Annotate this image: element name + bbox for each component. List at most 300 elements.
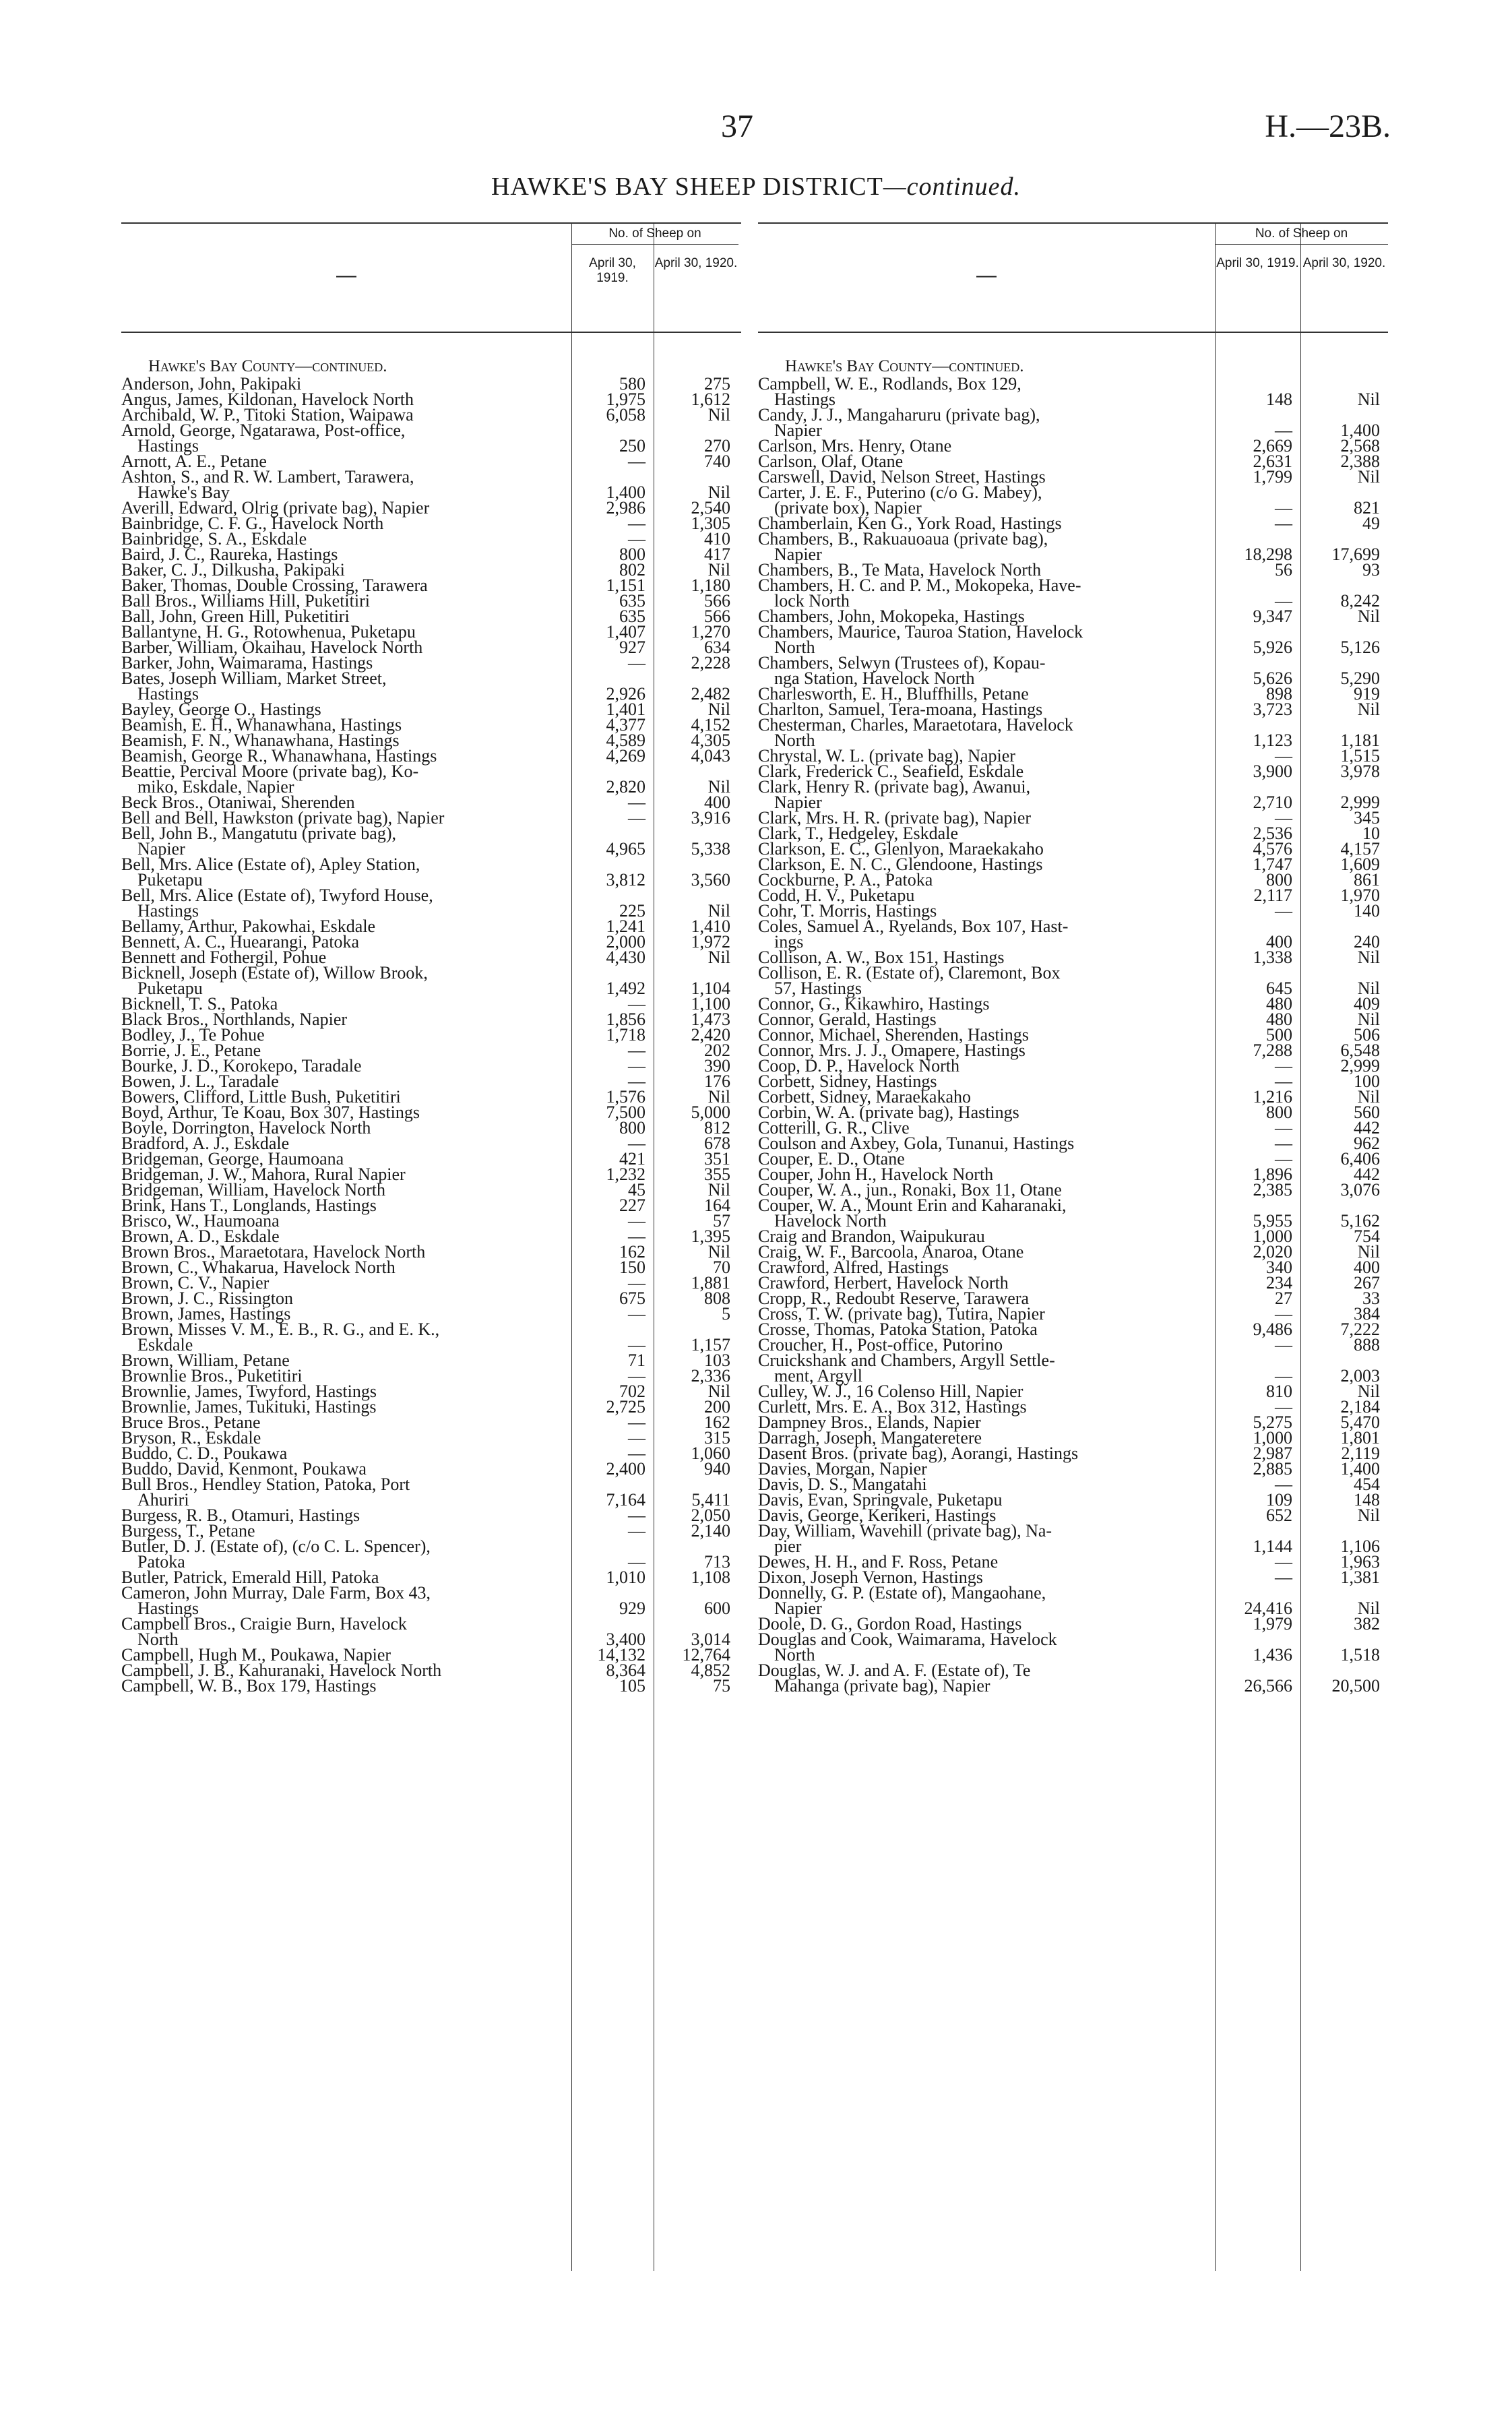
sheep-1920: 57 [713, 1211, 730, 1231]
sheep-1920: Nil [1357, 467, 1380, 487]
sheep-1920: 2,999 [1340, 1056, 1380, 1076]
sheep-1920: 384 [1354, 1304, 1380, 1324]
holder-name: Buddo, C. D., Poukawa [121, 1444, 288, 1463]
header-dash: — [976, 264, 997, 286]
sheep-1919: — [1275, 1304, 1292, 1324]
sheep-1920: 1,157 [691, 1335, 730, 1355]
sheep-1920: 808 [704, 1289, 730, 1308]
holder-name: Clarkson, E. N. C., Glendoone, Hastings [758, 855, 1043, 874]
sheep-1920: 345 [1354, 808, 1380, 828]
sheep-1920: 409 [1354, 994, 1380, 1014]
sheep-1920: 812 [704, 1118, 730, 1138]
sheep-1919: 2,020 [1253, 1242, 1292, 1262]
holder-name: Arnold, George, Ngatarawa, Post-office, Hastings [121, 421, 406, 456]
table-row [758, 407, 1388, 438]
sheep-1919: 2,885 [1253, 1459, 1292, 1479]
sheep-1919: 1,232 [606, 1165, 645, 1184]
sheep-1919: — [1275, 591, 1292, 611]
sheep-1919: 162 [619, 1242, 645, 1262]
sheep-1919: 675 [619, 1289, 645, 1308]
holder-name: Bates, Joseph William, Market Street, Hastings [121, 669, 387, 704]
sheep-1919: 45 [628, 1180, 645, 1200]
sheep-1919: 3,723 [1253, 700, 1292, 719]
table-row [121, 469, 741, 500]
sheep-1919: — [1275, 514, 1292, 533]
sheep-1920: 1,104 [691, 979, 730, 998]
holder-name: Bridgeman, George, Haumoana [121, 1149, 344, 1169]
sheep-1920: 861 [1354, 870, 1380, 890]
sheep-1919: 400 [1266, 932, 1292, 952]
sheep-1919: — [1275, 1072, 1292, 1091]
document-reference: H.—23B. [1265, 108, 1391, 144]
sheep-1920: 1,515 [1340, 746, 1380, 766]
sheep-1920: 176 [704, 1072, 730, 1091]
sheep-1919: — [1275, 1056, 1292, 1076]
sheep-1920: 4,043 [691, 746, 730, 766]
sheep-1920: 4,157 [1340, 839, 1380, 859]
sheep-1920: 1,963 [1340, 1552, 1380, 1572]
table-row [758, 485, 1388, 516]
sheep-1919: 421 [619, 1149, 645, 1169]
sheep-1920: 162 [704, 1413, 730, 1432]
holder-name: Corbin, W. A. (private bag), Hastings [758, 1103, 1019, 1122]
sheep-1919: 4,377 [606, 715, 645, 735]
holder-name: Charlesworth, E. H., Bluffhills, Petane [758, 684, 1029, 704]
table-row [121, 671, 741, 702]
sheep-1919: 5,926 [1253, 638, 1292, 657]
holder-name: Chambers, B., Te Mata, Havelock North [758, 560, 1042, 580]
sheep-1919: — [1275, 1134, 1292, 1153]
sheep-1920: 4,305 [691, 731, 730, 750]
holder-name: Barber, William, Okaihau, Havelock North [121, 638, 423, 657]
holder-name: Borrie, J. E., Petane [121, 1041, 261, 1060]
table-row [121, 1616, 741, 1647]
sheep-1919: 635 [619, 591, 645, 611]
sheep-1920: Nil [1357, 1087, 1380, 1107]
sheep-1919: — [628, 514, 645, 533]
sheep-1920: 4,852 [691, 1661, 730, 1680]
sheep-1919: 7,500 [606, 1103, 645, 1122]
sheep-1920: 148 [1354, 1490, 1380, 1510]
holder-name: Butler, Patrick, Emerald Hill, Patoka [121, 1568, 379, 1587]
table-row [758, 624, 1388, 655]
sheep-1919: 6,058 [606, 405, 645, 425]
sheep-1919: 2,710 [1253, 793, 1292, 812]
table-row [121, 857, 741, 888]
sheep-1920: Nil [1357, 1506, 1380, 1525]
sheep-1920: 267 [1354, 1273, 1380, 1293]
sheep-1919: 1,151 [606, 576, 645, 595]
sheep-1920: 678 [704, 1134, 730, 1153]
sheep-1920: 270 [704, 436, 730, 456]
table-row [121, 1477, 741, 1508]
sheep-1920: 2,568 [1340, 436, 1380, 456]
holder-name: Campbell, Hugh M., Poukawa, Napier [121, 1645, 391, 1665]
sheep-1919: — [628, 1134, 645, 1153]
sheep-1919: 480 [1266, 1010, 1292, 1029]
sheep-1919: 2,000 [606, 932, 645, 952]
sheep-1919: 645 [1266, 979, 1292, 998]
sheep-1919: — [628, 1041, 645, 1060]
sheep-1919: — [1275, 1475, 1292, 1494]
holder-name: Bourke, J. D., Korokepo, Taradale [121, 1056, 362, 1076]
sheep-1920: 1,180 [691, 576, 730, 595]
sheep-1920: 75 [713, 1676, 730, 1696]
sheep-1919: 150 [619, 1258, 645, 1277]
sheep-1920: 10 [1362, 824, 1380, 843]
sheep-1920: 7,222 [1340, 1320, 1380, 1339]
holder-name: Campbell, W. E., Rodlands, Box 129, Hastings [758, 374, 1021, 409]
holder-name: Black Bros., Northlands, Napier [121, 1010, 348, 1029]
right-rows [758, 357, 1388, 1694]
sheep-1919: 500 [1266, 1025, 1292, 1045]
sheep-1919: 4,269 [606, 746, 645, 766]
sheep-1920: Nil [1357, 700, 1380, 719]
sheep-1919: — [1275, 1118, 1292, 1138]
holder-name: Collison, A. W., Box 151, Hastings [758, 948, 1005, 967]
sheep-1920: 351 [704, 1149, 730, 1169]
sheep-1919: 1,123 [1253, 731, 1292, 750]
sheep-1920: Nil [1357, 1382, 1380, 1401]
table-header [121, 222, 741, 333]
holder-name: Chrystal, W. L. (private bag), Napier [758, 746, 1015, 766]
header-1920: April 30, 1920. [1302, 256, 1386, 270]
holder-name: Brown, James, Hastings [121, 1304, 291, 1324]
sheep-1920: 70 [713, 1258, 730, 1277]
holder-name: Cockburne, P. A., Patoka [758, 870, 933, 890]
sheep-1920: 2,228 [691, 653, 730, 673]
table-row [121, 965, 741, 996]
holder-name: Angus, James, Kildonan, Havelock North [121, 390, 414, 409]
sheep-1919: 1,979 [1253, 1614, 1292, 1634]
holder-name: Chambers, John, Mokopeka, Hastings [758, 607, 1025, 626]
sheep-1919: 898 [1266, 684, 1292, 704]
sheep-1920: 740 [704, 452, 730, 471]
sheep-1920: 454 [1354, 1475, 1380, 1494]
sheep-1919: 580 [619, 374, 645, 394]
column-rule [1300, 330, 1301, 2271]
table-row [758, 919, 1388, 950]
sheep-1919: — [628, 1366, 645, 1386]
holder-name: Bryson, R., Eskdale [121, 1428, 261, 1448]
holder-name: Clark, T., Hedgeley, Eskdale [758, 824, 958, 843]
sheep-1919: 2,385 [1253, 1180, 1292, 1200]
sheep-1920: 8,242 [1340, 591, 1380, 611]
sheep-1919: 702 [619, 1382, 645, 1401]
holder-name: Davis, Evan, Springvale, Puketapu [758, 1490, 1003, 1510]
holder-name: Butler, D. J. (Estate of), (c/o C. L. Spencer), Patoka [121, 1537, 431, 1572]
sheep-1919: — [628, 1413, 645, 1432]
sheep-1920: 1,060 [691, 1444, 730, 1463]
holder-name: Coop, D. P., Havelock North [758, 1056, 959, 1076]
sheep-1920: 1,305 [691, 514, 730, 533]
holder-name: Clarkson, E. C., Glenlyon, Maraekakaho [758, 839, 1044, 859]
sheep-1920: 275 [704, 374, 730, 394]
sheep-1920: 1,410 [691, 917, 730, 936]
holder-name: Brown, Misses V. M., E. B., R. G., and E. K., Eskdale [121, 1320, 440, 1355]
holder-name: Corbett, Sidney, Hastings [758, 1072, 937, 1091]
sheep-1919: 652 [1266, 1506, 1292, 1525]
sheep-1920: 1,400 [1340, 1459, 1380, 1479]
holder-name: Connor, G., Kikawhiro, Hastings [758, 994, 990, 1014]
sheep-1920: 2,184 [1340, 1397, 1380, 1417]
sheep-1919: — [1275, 1397, 1292, 1417]
table-row [758, 578, 1388, 609]
holder-name: Boyle, Dorrington, Havelock North [121, 1118, 371, 1138]
sheep-1919: — [628, 1304, 645, 1324]
sheep-1919: 800 [619, 1118, 645, 1138]
sheep-1920: 202 [704, 1041, 730, 1060]
sheep-1920: Nil [1357, 1242, 1380, 1262]
holder-name: Bell, Mrs. Alice (Estate of), Apley Station, Puketapu [121, 855, 420, 890]
holder-name: Chesterman, Charles, Maraetotara, Havelock North [758, 715, 1073, 750]
sheep-1919: 148 [1266, 390, 1292, 409]
sheep-1919: — [1275, 901, 1292, 921]
sheep-1920: 5,470 [1340, 1413, 1380, 1432]
holder-name: Culley, W. J., 16 Colenso Hill, Napier [758, 1382, 1023, 1401]
holder-name: Candy, J. J., Mangaharuru (private bag), Napier [758, 405, 1040, 440]
header-group: No. of Sheep on [571, 226, 738, 245]
holder-name: Averill, Edward, Olrig (private bag), Napier [121, 498, 430, 518]
sheep-1919: 3,400 [606, 1630, 645, 1649]
holder-name: Bell, Mrs. Alice (Estate of), Twyford House, Hastings [121, 886, 433, 921]
sheep-1920: 315 [704, 1428, 730, 1448]
sheep-1919: 1,492 [606, 979, 645, 998]
sheep-1920: 2,420 [691, 1025, 730, 1045]
sheep-1920: Nil [707, 1180, 730, 1200]
holder-name: Chambers, B., Rakuauoaua (private bag), Napier [758, 529, 1048, 564]
table-row [758, 1585, 1388, 1616]
holder-name: Chamberlain, Ken G., York Road, Hastings [758, 514, 1062, 533]
holder-name: Charlton, Samuel, Tera-moana, Hastings [758, 700, 1043, 719]
sheep-1920: Nil [1357, 1010, 1380, 1029]
holder-name: Chambers, Maurice, Tauroa Station, Havelock North [758, 622, 1083, 657]
sheep-1919: — [628, 529, 645, 549]
header-1919: April 30, 1919. [589, 256, 636, 285]
sheep-1919: 234 [1266, 1273, 1292, 1293]
holder-name: Craig and Brandon, Waipukurau [758, 1227, 985, 1246]
sheep-1919: — [628, 653, 645, 673]
sheep-1919: 5,955 [1253, 1211, 1292, 1231]
sheep-1920: Nil [707, 405, 730, 425]
table-row [758, 1632, 1388, 1663]
sheep-1920: 2,050 [691, 1506, 730, 1525]
holder-name: Bruce Bros., Petane [121, 1413, 261, 1432]
sheep-1919: — [628, 1211, 645, 1231]
sheep-1919: 1,747 [1253, 855, 1292, 874]
sheep-1920: Nil [1357, 1599, 1380, 1618]
holder-name: Cruickshank and Chambers, Argyll Settle- ment, Argyll [758, 1351, 1055, 1386]
sheep-1920: Nil [707, 1242, 730, 1262]
holder-name: Brown, C. V., Napier [121, 1273, 270, 1293]
holder-name: Burgess, R. B., Otamuri, Hastings [121, 1506, 360, 1525]
sheep-1920: Nil [707, 560, 730, 580]
sheep-1920: Nil [707, 483, 730, 502]
sheep-1920: Nil [707, 777, 730, 797]
table-row [758, 531, 1388, 562]
sheep-1919: 8,364 [606, 1661, 645, 1680]
holder-name: Beamish, George R., Whanawhana, Hastings [121, 746, 437, 766]
holder-name: Connor, Mrs. J. J., Omapere, Hastings [758, 1041, 1026, 1060]
sheep-1919: — [1275, 1335, 1292, 1355]
sheep-1919: — [628, 1335, 645, 1355]
sheep-1920: 1,518 [1340, 1645, 1380, 1665]
sheep-1919: 800 [1266, 1103, 1292, 1122]
sheep-1920: 400 [704, 793, 730, 812]
holder-name: Coles, Samuel A., Ryelands, Box 107, Hast- ings [758, 917, 1069, 952]
sheep-1919: — [628, 1072, 645, 1091]
sheep-1919: 71 [628, 1351, 645, 1370]
section-heading: Hawke's Bay County—continued. [785, 357, 1024, 375]
holder-name: Baird, J. C., Raureka, Hastings [121, 545, 338, 564]
sheep-1920: 6,406 [1340, 1149, 1380, 1169]
sheep-1920: 382 [1354, 1614, 1380, 1634]
holder-name: Bridgeman, William, Havelock North [121, 1180, 385, 1200]
sheep-1920: 1,473 [691, 1010, 730, 1029]
title-continued: —continued. [883, 173, 1021, 201]
holder-name: Bicknell, Joseph (Estate of), Willow Brook, Puketapu [121, 963, 428, 998]
holder-name: Beamish, E. H., Whanawhana, Hastings [121, 715, 402, 735]
table-row [121, 1678, 741, 1694]
sheep-1920: 3,560 [691, 870, 730, 890]
sheep-1919: — [628, 808, 645, 828]
sheep-1920: Nil [1357, 390, 1380, 409]
sheep-1919: 802 [619, 560, 645, 580]
sheep-1920: 2,388 [1340, 452, 1380, 471]
sheep-1919: — [628, 1444, 645, 1463]
sheep-1919: 4,430 [606, 948, 645, 967]
holder-name: Chambers, Selwyn (Trustees of), Kopau- nga Station, Havelock North [758, 653, 1046, 688]
holder-name: Buddo, David, Kenmont, Poukawa [121, 1459, 367, 1479]
holder-name: Couper, E. D., Otane [758, 1149, 905, 1169]
sheep-1919: 800 [619, 545, 645, 564]
holder-name: Carter, J. E. F., Puterino (c/o G. Mabey), (private box), Napier [758, 483, 1042, 518]
sheep-1920: 3,076 [1340, 1180, 1380, 1200]
sheep-1919: 1,216 [1253, 1087, 1292, 1107]
sheep-1919: 340 [1266, 1258, 1292, 1277]
holder-name: Codd, H. V., Puketapu [758, 886, 915, 905]
sheep-1920: Nil [707, 901, 730, 921]
sheep-1919: — [628, 1506, 645, 1525]
holder-name: Brown, William, Petane [121, 1351, 290, 1370]
holder-name: Douglas and Cook, Waimarama, Havelock North [758, 1630, 1057, 1665]
sheep-1920: 93 [1362, 560, 1380, 580]
sheep-1920: 240 [1354, 932, 1380, 952]
header-1919: April 30, 1919. [1216, 256, 1299, 270]
table-row [121, 826, 741, 857]
sheep-1919: — [1275, 1552, 1292, 1572]
sheep-1919: 1,975 [606, 390, 645, 409]
header-1920: April 30, 1920. [654, 256, 738, 270]
holder-name: Clark, Frederick C., Seafield, Eskdale [758, 762, 1024, 781]
sheep-1920: 1,106 [1340, 1537, 1380, 1556]
holder-name: Dasent Bros. (private bag), Aorangi, Hastings [758, 1444, 1079, 1463]
sheep-1919: 2,536 [1253, 824, 1292, 843]
holder-name: Burgess, T., Petane [121, 1521, 255, 1541]
sheep-1920: 1,972 [691, 932, 730, 952]
holder-name: Archibald, W. P., Titoki Station, Waipawa [121, 405, 414, 425]
holder-name: Brisco, W., Haumoana [121, 1211, 280, 1231]
sheep-1919: 2,926 [606, 684, 645, 704]
holder-name: Davis, D. S., Mangatahi [758, 1475, 927, 1494]
holder-name: Bellamy, Arthur, Pakowhai, Eskdale [121, 917, 376, 936]
holder-name: Couper, W. A., jun., Ronaki, Box 11, Otane [758, 1180, 1062, 1200]
sheep-1919: 1,576 [606, 1087, 645, 1107]
sheep-1919: 18,298 [1244, 545, 1292, 564]
sheep-1919: 1,856 [606, 1010, 645, 1029]
holder-name: Dampney Bros., Elands, Napier [758, 1413, 981, 1432]
sheep-1919: — [1275, 498, 1292, 518]
holder-name: Corbett, Sidney, Maraekakaho [758, 1087, 971, 1107]
holder-name: Brown, A. D., Eskdale [121, 1227, 280, 1246]
holder-name: Brown Bros., Maraetotara, Havelock North [121, 1242, 426, 1262]
sheep-1919: 1,144 [1253, 1537, 1292, 1556]
sheep-1920: 49 [1362, 514, 1380, 533]
holder-name: Bayley, George O., Hastings [121, 700, 321, 719]
sheep-1920: 1,381 [1340, 1568, 1380, 1587]
sheep-1919: 1,000 [1253, 1428, 1292, 1448]
sheep-1920: 1,181 [1340, 731, 1380, 750]
sheep-1920: 1,395 [691, 1227, 730, 1246]
sheep-1919: — [628, 1521, 645, 1541]
table-row [758, 1523, 1388, 1554]
holder-name: Cotterill, G. R., Clive [758, 1118, 910, 1138]
sheep-1919: — [628, 793, 645, 812]
holder-name: Barker, John, Waimarama, Hastings [121, 653, 373, 673]
holder-name: Boyd, Arthur, Te Koau, Box 307, Hastings [121, 1103, 420, 1122]
sheep-1920: 2,336 [691, 1366, 730, 1386]
table-row [121, 1585, 741, 1616]
sheep-1919: 24,416 [1244, 1599, 1292, 1618]
sheep-1919: 2,725 [606, 1397, 645, 1417]
sheep-1919: 56 [1275, 560, 1292, 580]
sheep-1919: — [1275, 808, 1292, 828]
sheep-1920: 919 [1354, 684, 1380, 704]
sheep-1920: 140 [1354, 901, 1380, 921]
holder-name: Bainbridge, C. F. G., Havelock North [121, 514, 384, 533]
table-row [758, 965, 1388, 996]
sheep-1920: 506 [1354, 1025, 1380, 1045]
holder-name: Anderson, John, Pakipaki [121, 374, 302, 394]
sheep-1920: 1,100 [691, 994, 730, 1014]
sheep-1920: 390 [704, 1056, 730, 1076]
sheep-1920: 560 [1354, 1103, 1380, 1122]
left-rows [121, 357, 741, 1694]
sheep-1919: 27 [1275, 1289, 1292, 1308]
holder-name: Connor, Gerald, Hastings [758, 1010, 937, 1029]
sheep-1920: 1,108 [691, 1568, 730, 1587]
holder-name: Coulson and Axbey, Gola, Tunanui, Hastings [758, 1134, 1075, 1153]
sheep-1919: 1,241 [606, 917, 645, 936]
page-number: 37 [721, 108, 753, 144]
sheep-1919: 4,589 [606, 731, 645, 750]
sheep-1919: — [1275, 421, 1292, 440]
header-dash: — [336, 264, 356, 286]
sheep-1919: — [1275, 1568, 1292, 1587]
sheep-1919: 2,400 [606, 1459, 645, 1479]
table-row [758, 717, 1388, 748]
sheep-1920: 5 [722, 1304, 730, 1324]
holder-name: Connor, Michael, Sherenden, Hastings [758, 1025, 1029, 1045]
holder-name: Carswell, David, Nelson Street, Hastings [758, 467, 1046, 487]
column-rule [571, 330, 572, 2271]
sheep-1920: 442 [1354, 1165, 1380, 1184]
sheep-1919: — [1275, 1149, 1292, 1169]
sheep-1920: 634 [704, 638, 730, 657]
holder-name: Brownlie, James, Twyford, Hastings [121, 1382, 377, 1401]
column-rule [1215, 330, 1216, 2271]
holder-name: Ball, John, Green Hill, Puketitiri [121, 607, 350, 626]
